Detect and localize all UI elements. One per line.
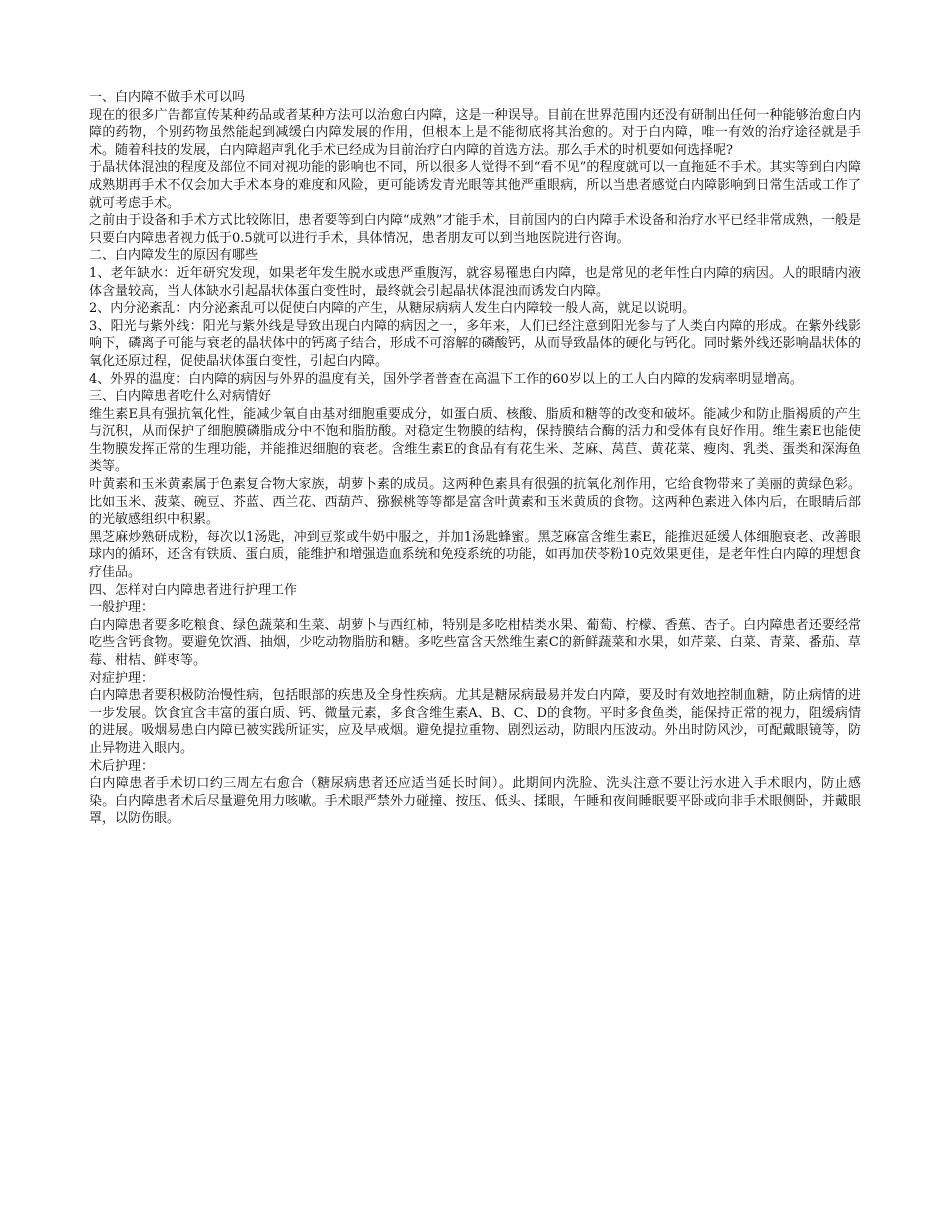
paragraph-cause-temperature: 4、外界的温度：白内障的病因与外界的温度有关，国外学者普查在高温下工作的60岁以上的工人白内障的发病率明显增高。 [89,371,803,387]
section-heading-causes: 二、白内障发生的原因有哪些 [89,248,259,264]
subheading-general-care: 一般护理： [89,600,155,616]
document-page [89,89,861,828]
paragraph-no-drug-cure: 现在的很多广告都宣传某种药品或者某种方法可以治愈白内障，这是一种误导。目前在世界范围内还没有研制出任何一种能够治愈白内障的药物，个别药物虽然能起到减缓白内障发展的作用，但根本上是不能彻底将其治愈的。对于白内障，唯一有效的治疗途径就是手术。随着科技的发展，白内障超声乳化手术已经成为目前治疗白内障的首选方法。那么手术的时机要如何选择呢? [89,107,861,158]
paragraph-cause-uv: 3、阳光与紫外线：阳光与紫外线是导致出现白内障的病因之一，多年来，人们已经注意到阳光参与了人类白内障的形成。在紫外线影响下，磷离子可能与衰老的晶状体中的钙离子结合，形成不可溶解的磷酸钙，从而导致晶体的硬化与钙化。同时紫外线还影响晶状体的氧化还原过程，促使晶状体蛋白变性，引起白内障。 [89,318,861,369]
section-heading-care: 四、怎样对白内障患者进行护理工作 [89,582,298,598]
paragraph-symptomatic-care: 白内障患者要积极防治慢性病，包括眼部的疾患及全身性疾病。尤其是糖尿病最易并发白内障，要及时有效地控制血糖，防止病情的进一步发展。饮食宜含丰富的蛋白质、钙、微量元素，多食含维生素A、B、C、D的食物。平时多食鱼类，能保持正常的视力，阻缓病情的进展。吸烟易患白内障已被实践所证实，应及早戒烟。避免提拉重物、剧烈运动，防眼内压波动。外出时防风沙，可配戴眼镜等，防止异物进入眼内。 [89,688,861,756]
paragraph-delay-risk: 于晶状体混浊的程度及部位不同对视功能的影响也不同，所以很多人觉得不到“看不见”的程度就可以一直拖延不手术。其实等到白内障成熟期再手术不仅会加大手术本身的难度和风险，更可能诱发青光眼等其他严重眼病，所以当患者感觉白内障影响到日常生活或工作了就可考虑手术。 [89,160,861,211]
paragraph-cause-dehydration: 1、老年缺水：近年研究发现，如果老年发生脱水或患严重腹泻，就容易罹患白内障，也是常见的老年性白内障的病因。人的眼睛内液体含量较高，当人体缺水引起晶状体蛋白变性时，最终就会引起晶状体混浊而诱发白内障。 [89,265,861,299]
subheading-symptomatic-care: 对症护理： [89,670,155,686]
section-heading-surgery-needed: 一、白内障不做手术可以吗 [89,90,246,105]
paragraph-black-sesame: 黑芝麻炒熟研成粉，每次以1汤匙，冲到豆浆或牛奶中服之，并加1汤匙蜂蜜。黑芝麻富含维生素E，能推迟延缓人体细胞衰老、改善眼球内的循环，还含有铁质、蛋白质，能维护和增强造血系统和免疫系统的功能，如再加茯苓粉10克效果更佳，是老年性白内障的理想食疗佳品。 [89,529,861,581]
paragraph-general-care: 白内障患者要多吃粮食、绿色蔬菜和生菜、胡萝卜与西红柿，特别是多吃柑桔类水果、葡萄、柠檬、香蕉、杏子。白内障患者还要经常吃些含钙食物。要避免饮酒、抽烟，少吃动物脂肪和糖。多吃些富含天然维生素C的新鲜蔬菜和水果，如芹菜、白菜、青菜、番茄、草莓、柑桔、鲜枣等。 [89,617,861,668]
paragraph-postop-care: 白内障患者手术切口约三周左右愈合（糖尿病患者还应适当延长时间）。此期间内洗脸、洗头注意不要让污水进入手术眼内，防止感染。白内障患者术后尽量避免用力咳嗽。手术眼严禁外力碰撞、按压、低头、揉眼，午睡和夜间睡眠要平卧或向非手术眼侧卧，并戴眼罩，以防伤眼。 [89,776,861,827]
paragraph-lutein: 叶黄素和玉米黄素属于色素复合物大家族，胡萝卜素的成员。这两种色素具有很强的抗氧化剂作用，它给食物带来了美丽的黄绿色彩。比如玉米、菠菜、碗豆、芥蓝、西兰花、西葫芦、猕猴桃等等都是富含叶黄素和玉米黄质的食物。这两种色素进入体内后，在眼睛后部的光敏感组织中积累。 [89,477,861,528]
paragraph-vitamin-e: 维生素E具有强抗氧化性，能减少氧自由基对细胞重要成分，如蛋白质、核酸、脂质和糖等的改变和破坏。能减少和防止脂褐质的产生与沉积，从而保护了细胞膜磷脂成分中不饱和脂肪酸。对稳定生物膜的结构，保持膜结合酶的活力和受体有良好作用。维生素E也能使生物膜发挥正常的生理功能，并能推迟细胞的衰老。含维生素E的食品有有花生米、芝麻、莴苣、黄花菜、瘦肉、乳类、蛋类和深海鱼类等。 [89,406,861,475]
section-heading-diet: 三、白内障患者吃什么对病情好 [89,389,272,405]
paragraph-surgery-timing: 之前由于设备和手术方式比较陈旧，患者要等到白内障“成熟”才能手术，目前国内的白内障手术设备和治疗水平已经非常成熟，一般是只要白内障患者视力低于0.5就可以进行手术，具体情况，患者朋友可以到当地医院进行咨询。 [89,213,861,246]
subheading-postop-care: 术后护理： [89,758,155,774]
paragraph-cause-endocrine: 2、内分泌紊乱：内分泌紊乱可以促使白内障的产生，从糖尿病病人发生白内障较一般人高，就足以说明。 [89,301,696,317]
